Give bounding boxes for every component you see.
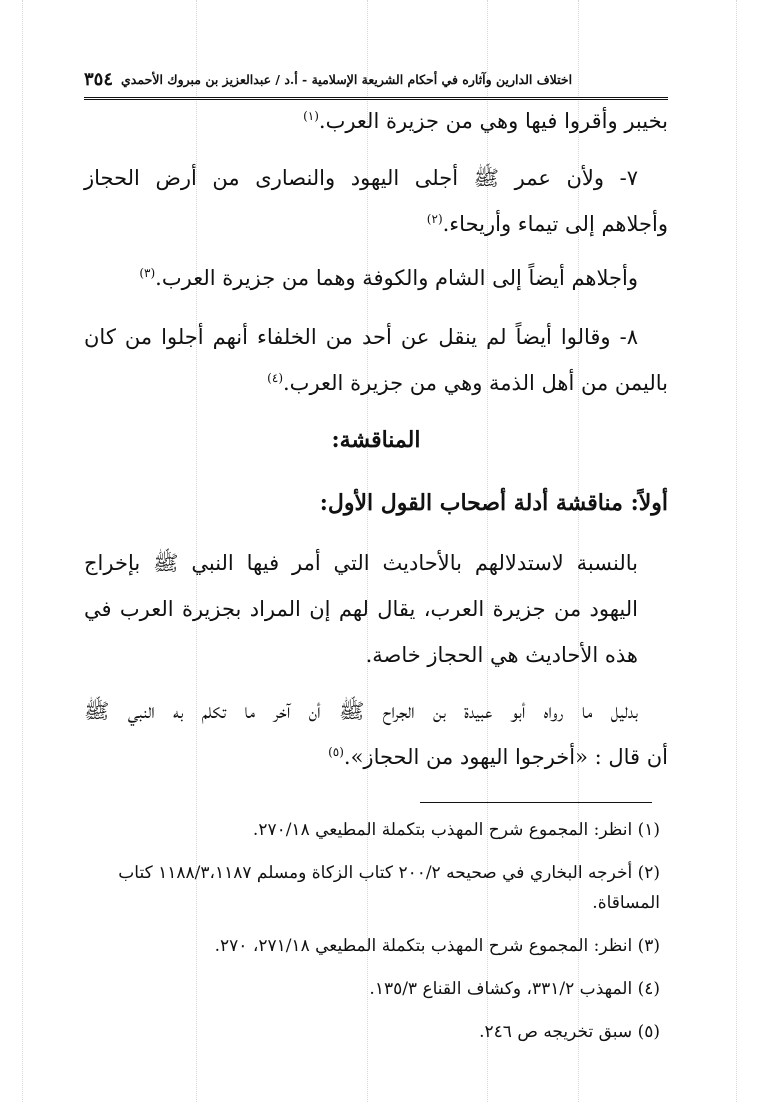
paragraph-item-7 bbox=[84, 155, 668, 247]
footnote-item: (٢) أخرجه البخاري في صحيحه ٢٠٠/٢ كتاب الزكاة ومسلم ١١٨٨/٣،١١٨٧ كتاب المساقاة. bbox=[118, 863, 660, 913]
paragraph-line bbox=[84, 255, 668, 301]
footnote-reference: (٥) bbox=[328, 745, 344, 759]
paragraph-line: ٨- وقالوا أيضاً لم ينقل عن أحد من الخلفاء أنهم أجلوا من كان bbox=[84, 325, 638, 349]
running-title: اختلاف الدارين وآثاره في أحكام الشريعة الإسلامية - أ.د / عبدالعزيز بن مبروك الأحمدي bbox=[121, 71, 573, 87]
page-number: ٣٥٤ bbox=[84, 68, 114, 90]
subheading: أولاً: مناقشة أدلة أصحاب القول الأول: bbox=[319, 490, 668, 516]
paragraph-text: بخيبر وأقروا فيها وهي من جزيرة العرب. bbox=[318, 109, 668, 133]
paragraph-text: وأجلاهم أيضاً إلى الشام والكوفة وهما من جزيرة العرب. bbox=[155, 266, 638, 290]
paragraph-text: باليمن من أهل الذمة وهي من جزيرة العرب. bbox=[283, 371, 668, 395]
footnote-reference: (٢) bbox=[426, 212, 443, 226]
footnote-reference: (٤) bbox=[267, 371, 283, 385]
paragraph-line bbox=[84, 201, 668, 247]
footnote-item: (٣) انظر: المجموع شرح المهذب بتكملة المطيعي ٢٧١/١٨، ٢٧٠. bbox=[214, 936, 660, 956]
paragraph-evidence bbox=[84, 688, 668, 780]
guide-line bbox=[736, 0, 737, 1102]
paragraph-line bbox=[84, 734, 668, 780]
paragraph-item-8 bbox=[84, 314, 668, 406]
guide-line bbox=[22, 0, 23, 1102]
footnotes bbox=[84, 815, 660, 1060]
paragraph-line: ٧- ولأن عمر ﷺ أجلى اليهود والنصارى من أرض الحجاز bbox=[84, 166, 638, 190]
footnote-item: (٤) المهذب ٣٣١/٢، وكشاف القناع ١٣٥/٣. bbox=[369, 979, 660, 999]
paragraph-text: وأجلاهم إلى تيماء وأريحاء. bbox=[442, 212, 668, 236]
footnote-reference: (١) bbox=[303, 109, 319, 123]
paragraph-continuation bbox=[84, 255, 668, 301]
paragraph-line: بدليل ما رواه أبو عبيدة بن الجراح ﷺ أن آخر ما تكلم به النبي ﷺ bbox=[84, 699, 638, 723]
page-header bbox=[84, 64, 668, 94]
footnote-reference: (٣) bbox=[139, 266, 156, 280]
section-heading: المناقشة: bbox=[331, 427, 421, 453]
paragraph-text: أن قال : «أخرجوا اليهود من الحجاز». bbox=[343, 745, 668, 769]
paragraph-continuation bbox=[84, 98, 668, 144]
footnote-item: (٥) سبق تخريجه ص ٢٤٦. bbox=[479, 1022, 660, 1042]
paragraph-line bbox=[84, 360, 668, 406]
paragraph-text: بالنسبة لاستدلالهم بالأحاديث التي أمر فيها النبي ﷺ بإخراج اليهود من جزيرة العرب، يقال لهم إن المراد بجزيرة العرب في هذه الأحاديث هي الحجاز خاصة. bbox=[84, 551, 638, 667]
paragraph-discussion bbox=[84, 540, 668, 678]
footnote-item: (١) انظر: المجموع شرح المهذب بتكملة المطيعي ٢٧٠/١٨. bbox=[252, 820, 660, 840]
footnote-separator bbox=[420, 802, 652, 803]
